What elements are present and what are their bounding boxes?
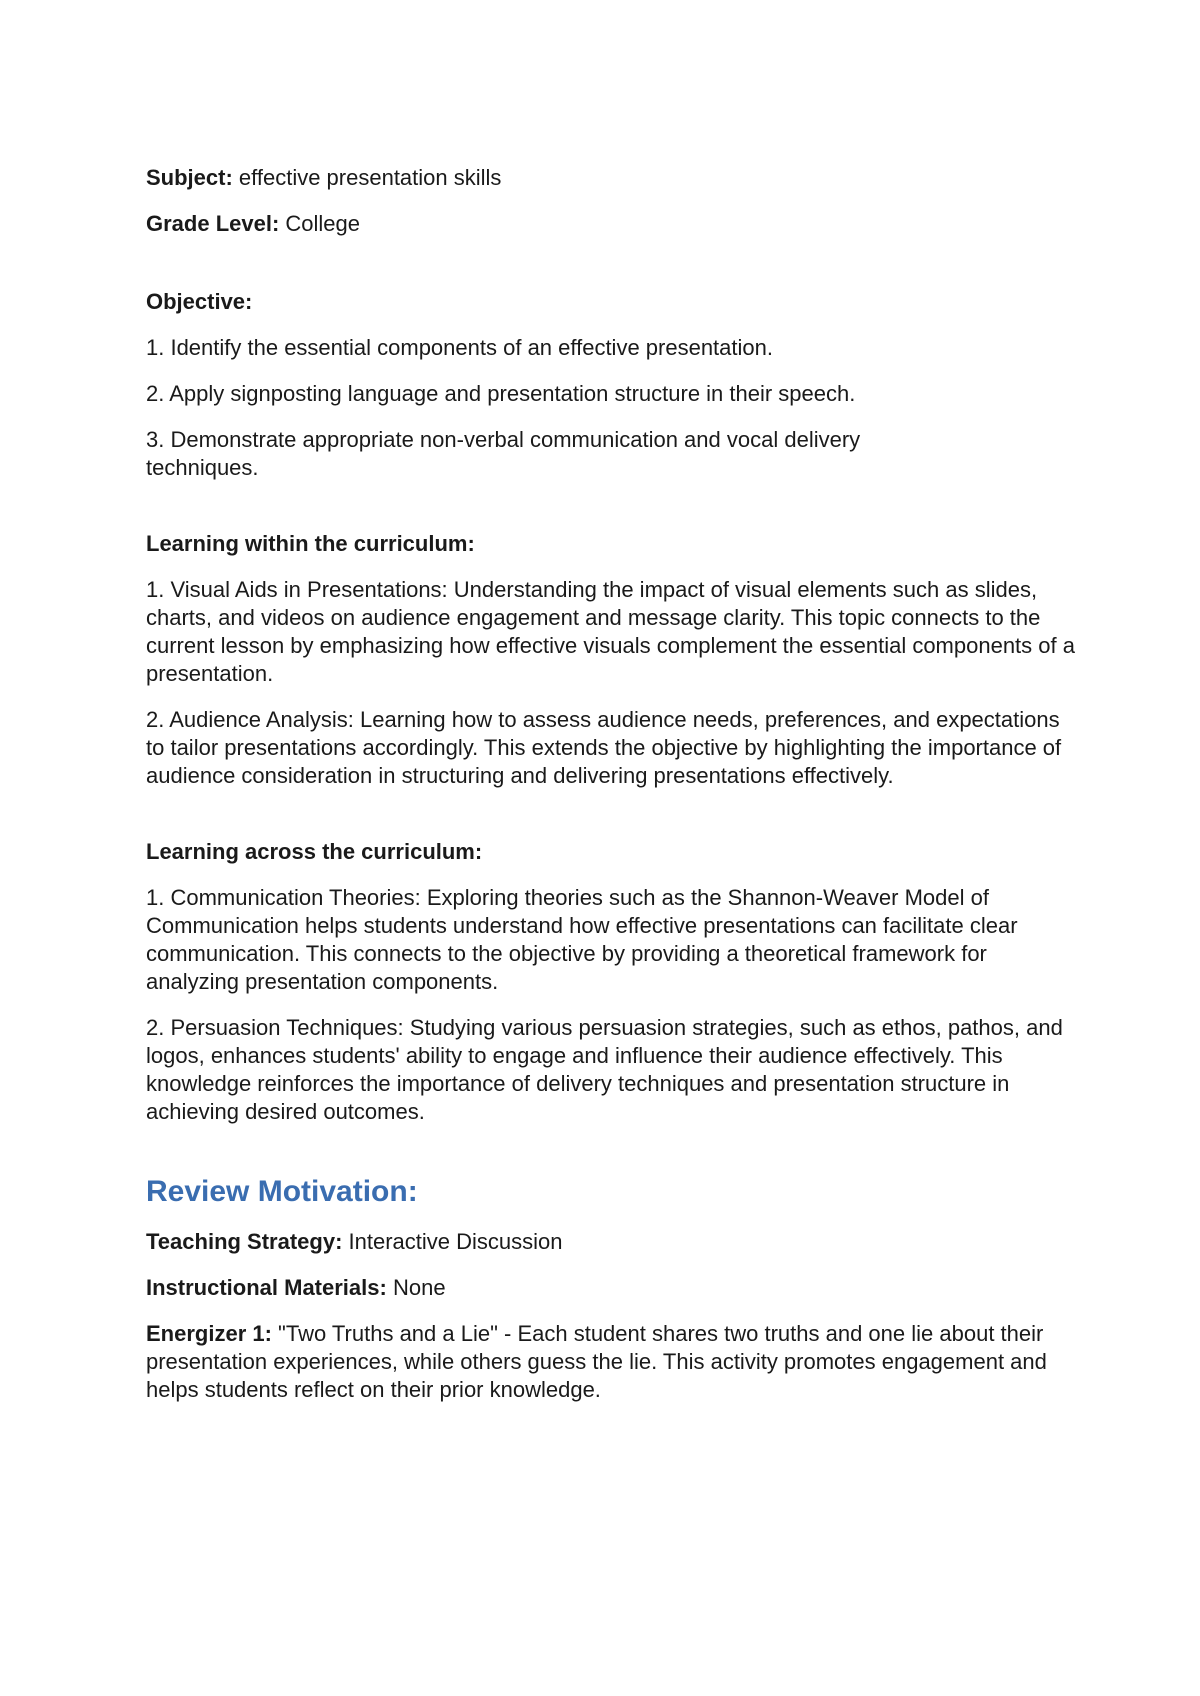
subject-line	[146, 164, 1076, 192]
within-item-1: 1. Visual Aids in Presentations: Understanding the impact of visual elements such as slides, charts, and videos on audience engagement and message clarity. This topic connects to the current lesson by emphasizing how effective visuals complement the essential components of a presentation.	[146, 577, 1075, 686]
subject-value: effective presentation skills	[232, 165, 502, 190]
review-heading: Review Motivation:	[146, 1175, 418, 1208]
strategy-value: Interactive Discussion	[342, 1229, 563, 1254]
across-heading: Learning across the curriculum:	[146, 839, 483, 864]
objective-item-2: 2. Apply signposting language and presentation structure in their speech.	[146, 381, 856, 406]
energizer-label: Energizer 1:	[146, 1321, 272, 1346]
strategy-label: Teaching Strategy:	[146, 1229, 343, 1254]
grade-value: College	[279, 211, 360, 236]
objective-item-1: 1. Identify the essential components of an effective presentation.	[146, 335, 773, 360]
document-page	[146, 164, 1076, 1404]
materials-label: Instructional Materials:	[146, 1275, 387, 1300]
across-item-2: 2. Persuasion Techniques: Studying various persuasion strategies, such as ethos, pathos, and logos, enhances students' ability to engage and influence their audience effectively. This knowledge reinforces the importance of delivery techniques and presentation structure in achieving desired outcomes.	[146, 1015, 1063, 1124]
grade-line	[146, 210, 1076, 238]
energizer-line	[146, 1320, 1076, 1404]
within-item-2: 2. Audience Analysis: Learning how to assess audience needs, preferences, and expectations to tailor presentations accordingly. This extends the objective by highlighting the importance of audience consideration in structuring and delivering presentations effectively.	[146, 707, 1062, 788]
subject-label: Subject:	[146, 165, 233, 190]
energizer-value: "Two Truths and a Lie" - Each student shares two truths and one lie about their presentation experiences, while others guess the lie. This activity promotes engagement and helps students reflect on their prior knowledge.	[146, 1321, 1047, 1402]
strategy-line	[146, 1228, 1076, 1256]
within-heading: Learning within the curriculum:	[146, 531, 475, 556]
materials-value: None	[386, 1275, 446, 1300]
materials-line	[146, 1274, 1076, 1302]
across-item-1: 1. Communication Theories: Exploring theories such as the Shannon-Weaver Model of Communication helps students understand how effective presentations can facilitate clear communication. This connects to the objective by providing a theoretical framework for analyzing presentation components.	[146, 885, 1018, 994]
objective-heading: Objective:	[146, 289, 253, 314]
grade-label: Grade Level:	[146, 211, 280, 236]
objective-item-3: 3. Demonstrate appropriate non-verbal communication and vocal delivery techniques.	[146, 427, 861, 480]
